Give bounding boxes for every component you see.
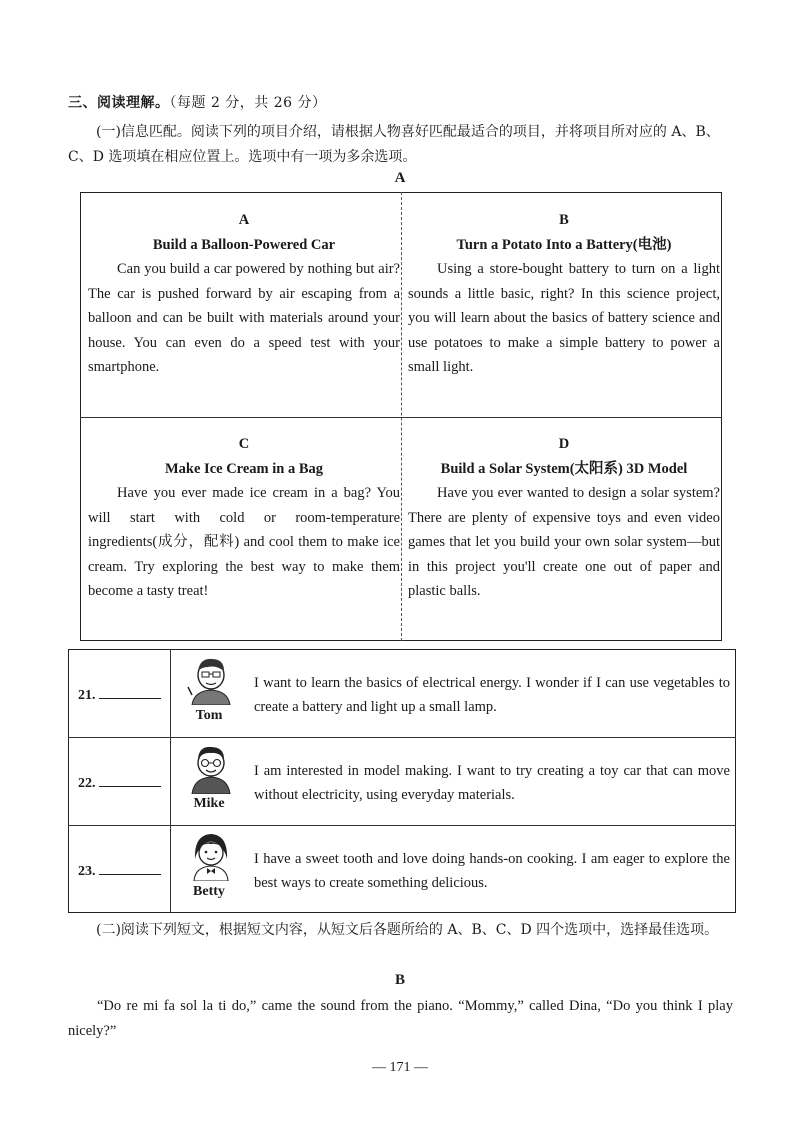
project-b-text: Using a store-bought battery to turn on a light sounds a little basic, right? In this science project, you will learn about the basics of battery science and use potatoes to make a simple battery to power a small light.	[408, 261, 720, 375]
page-number: — 171 —	[372, 1060, 428, 1075]
question-23	[78, 862, 161, 880]
betty-text: I have a sweet tooth and love doing hands-on cooking. I am eager to explore the best ways to create something delicious.	[254, 851, 730, 891]
grid-divider-horizontal	[80, 417, 722, 418]
tom-name: Tom	[195, 708, 223, 723]
matching-table-row-divider	[68, 825, 736, 826]
question-22-number: 22.	[78, 776, 96, 791]
answer-blank-21[interactable]	[99, 686, 161, 699]
story-text: “Do re mi fa sol la ti do,” came the sound from the piano. “Mommy,” called Dina, “Do you think I play nicely?”	[68, 998, 733, 1039]
project-d-title: Build a Solar System(太阳系) 3D Model	[440, 460, 688, 477]
answer-blank-22[interactable]	[99, 774, 161, 787]
project-c-title: Make Ice Cream in a Bag	[165, 460, 323, 477]
question-21-number: 21.	[78, 688, 96, 703]
project-c-letter: C	[238, 436, 250, 452]
section-title	[68, 92, 327, 112]
tom-avatar-icon	[186, 653, 236, 705]
project-d-letter: D	[558, 436, 570, 452]
project-d-text: Have you ever wanted to design a solar system? There are plenty of expensive toys and even video games that let you build your own solar system—but in this project you'll create one out of paper and plastic balls.	[408, 485, 720, 599]
betty-name: Betty	[193, 884, 225, 899]
project-b	[408, 208, 720, 380]
project-a-letter: A	[238, 212, 250, 228]
question-23-number: 23.	[78, 864, 96, 879]
part1-instructions: (一)信息匹配。阅读下列的项目介绍，请根据人物喜好匹配最适合的项目，并将项目所对应的 A、B、C、D 选项填在相应位置上。选项中有一项为多余选项。	[68, 124, 720, 165]
betty-avatar-icon	[186, 829, 236, 881]
passage-b-label: B	[394, 972, 406, 988]
section-score: （每题 2 分，共 26 分）	[169, 95, 327, 111]
mike-text: I am interested in model making. I want to try creating a toy car that can move without electricity, using everyday materials.	[254, 763, 730, 803]
matching-table-column-divider	[170, 649, 171, 913]
answer-blank-23[interactable]	[99, 862, 161, 875]
project-b-letter: B	[559, 212, 569, 228]
passage-a-label: A	[394, 170, 406, 186]
project-a-text: Can you build a car powered by nothing but air? The car is pushed forward by air escaping from a balloon and can be built with materials around your house. You can even do a speed test with your smartphone.	[88, 261, 400, 375]
project-b-title: Turn a Potato Into a Battery(电池)	[456, 236, 672, 253]
mike-avatar-icon	[186, 742, 236, 794]
project-a-title: Build a Balloon-Powered Car	[152, 236, 336, 253]
project-c	[88, 432, 400, 604]
project-d	[408, 432, 720, 604]
project-c-text: Have you ever made ice cream in a bag? You will start with cold or room-temperature ingredients(成分，配料) and cool them to make ice cream. Try exploring the best way to make them become a tasty treat!	[88, 485, 400, 599]
matching-table-row-divider	[68, 737, 736, 738]
project-a	[88, 208, 400, 380]
question-22	[78, 774, 161, 792]
question-21	[78, 686, 161, 704]
tom-text: I want to learn the basics of electrical energy. I wonder if I can use vegetables to create a battery and light up a small lamp.	[254, 675, 730, 715]
section-title-text: 三、阅读理解。	[68, 95, 170, 111]
part2-instructions: (二)阅读下列短文，根据短文内容，从短文后各题所给的 A、B、C、D 四个选项中，选择最佳选项。	[96, 922, 719, 938]
mike-name: Mike	[193, 796, 225, 811]
